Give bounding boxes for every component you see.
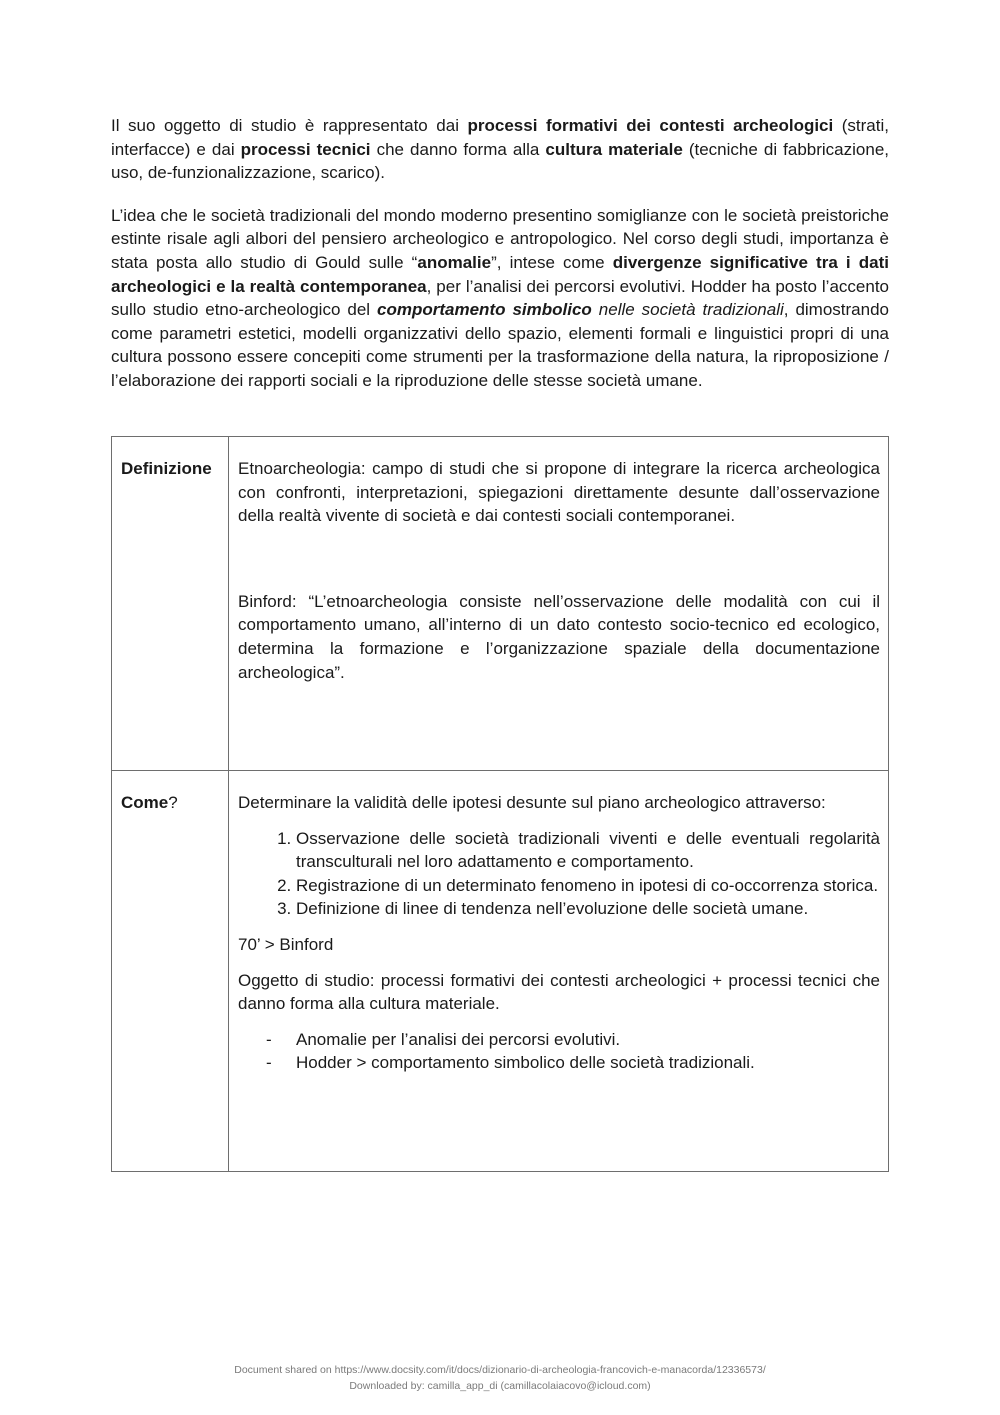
row-label-definition: Definizione	[112, 437, 229, 771]
intro-paragraph-1	[111, 114, 889, 185]
dash-list	[238, 1028, 880, 1075]
text-run: Il suo oggetto di studio è rappresentato dai	[111, 116, 468, 135]
text-run: (strati, interfacce) e dai	[111, 116, 889, 159]
text-run: che danno forma alla	[370, 139, 546, 159]
table-row-definition	[112, 437, 889, 771]
bold-run: cultura materiale	[545, 139, 683, 159]
definition-table	[111, 436, 889, 1172]
bold-italic-run: comportamento simbolico	[377, 300, 592, 320]
italic-run: nelle società tradizionali	[591, 300, 784, 320]
study-object: Oggetto di studio: processi formativi dei contesti archeologici + processi tecnici che danno forma alla cultura materiale.	[238, 970, 880, 1014]
bold-run: anomalie	[417, 252, 492, 272]
text-run: ”, intese come	[491, 252, 613, 272]
row-label-how	[112, 771, 229, 1172]
binford-note: 70’ > Binford	[238, 934, 334, 954]
intro-paragraph-2	[111, 204, 889, 393]
text-run: L’idea che le società tradizionali del mondo moderno presentino somiglianze con le società preistoriche estinte risale agli albori del pensiero archeologico e antropologico. Nel corso degli studi, importanza è stata posta allo studio di Gould sulle “	[111, 205, 889, 272]
footer	[0, 1362, 1000, 1394]
footer-download-line: Downloaded by: camilla_app_di (camillacolaiacovo@icloud.com)	[349, 1380, 651, 1392]
binford-quote: Binford: “L’etnoarcheologia consiste nell’osservazione delle modalità con cui il comportamento umano, all’interno di un dato contesto socio-tecnico ed ecologico, determina la formazione e l’organizzazione spaziale della documentazione archeologica”.	[238, 591, 880, 682]
intro-text	[111, 114, 889, 393]
row-content-how	[229, 771, 889, 1172]
list-item: - Anomalie per l’analisi dei percorsi evolutivi.	[296, 1028, 880, 1052]
bold-run: divergenze significative tra i dati archeologici e la realtà contemporanea	[111, 252, 889, 296]
list-item: 3. Definizione di linee di tendenza nell’evoluzione delle società umane.	[296, 897, 880, 921]
bold-run: processi formativi dei contesti archeologici	[467, 116, 834, 135]
bold-run: processi tecnici	[240, 139, 371, 159]
text-run: , per l’analisi dei percorsi evolutivi. Hodder ha posto l’accento sullo studio etno-archeologico del	[111, 276, 890, 320]
text-run: , dimostrando come parametri estetici, modelli organizzativi dello spazio, elementi formali e linguistici propri di una cultura possono essere concepiti come strumenti per la trasformazione della natura, la riproposizione / l’elaborazione dei rapporti sociali e la riproduzione delle stesse società umane.	[111, 300, 890, 390]
list-item: - Hodder > comportamento simbolico delle società tradizionali.	[296, 1051, 880, 1075]
list-item: 1. Osservazione delle società tradizionali viventi e delle eventuali regolarità transculturali nel loro adattamento e comportamento.	[296, 827, 880, 874]
table-row-how	[112, 771, 889, 1172]
label-rest: ?	[168, 793, 178, 812]
label-bold: Come	[121, 793, 169, 812]
how-intro: Determinare la validità delle ipotesi desunte sul piano archeologico attraverso:	[238, 793, 826, 812]
row-content-definition	[229, 437, 889, 771]
list-item: 2. Registrazione di un determinato fenomeno in ipotesi di co-occorrenza storica.	[296, 874, 880, 898]
definition-text: Etnoarcheologia: campo di studi che si propone di integrare la ricerca archeologica con confronti, interpretazioni, spiegazioni direttamente desunte dall’osservazione della realtà vivente di società e dai contesti sociali contemporanei.	[238, 459, 880, 526]
footer-shared-line: Document shared on https://www.docsity.com/it/docs/dizionario-di-archeologia-francovich-e-manacorda/12336573/	[234, 1364, 766, 1376]
text-run: (tecniche di fabbricazione, uso, de-funzionalizzazione, scarico).	[111, 139, 889, 183]
steps-list	[238, 827, 880, 921]
